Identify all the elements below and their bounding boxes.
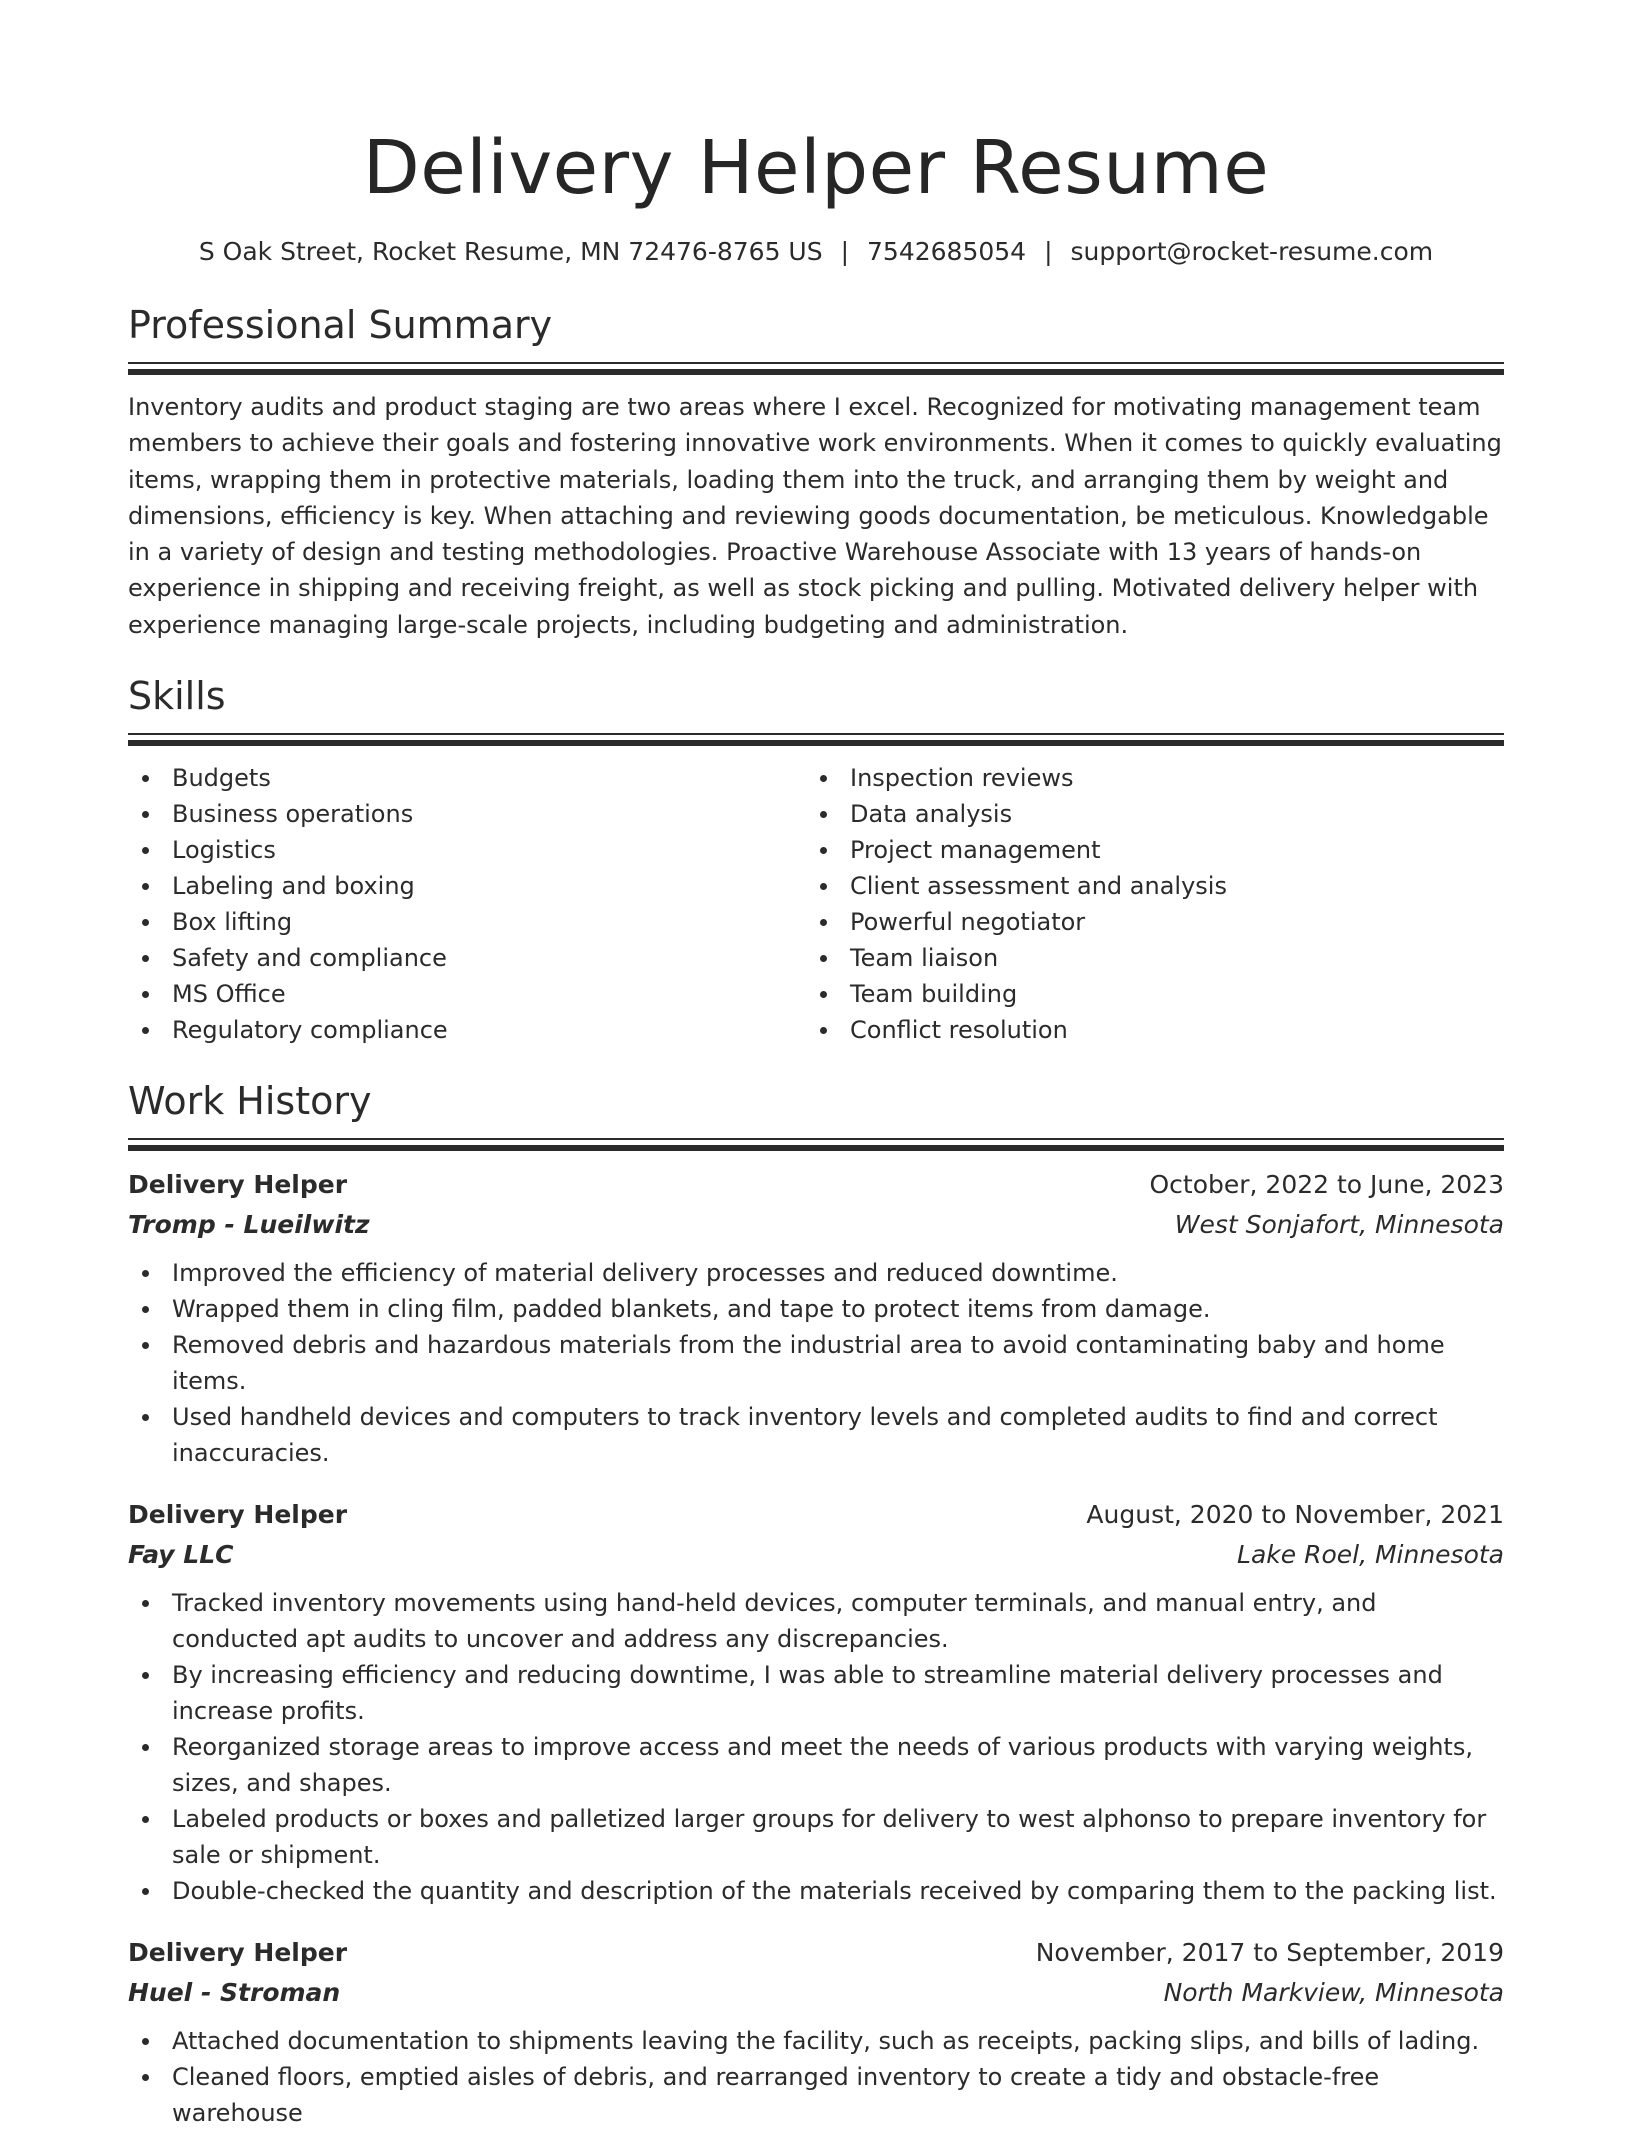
skill-item: Safety and compliance (128, 940, 806, 976)
job-company-row (128, 1973, 1504, 2013)
job-bullet: Wrapped them in cling film, padded blankets, and tape to protect items from damage. (128, 1291, 1504, 1327)
contact-separator: | (1044, 237, 1053, 266)
address: S Oak Street, Rocket Resume, MN 72476-8765 US (198, 237, 823, 266)
skill-item: Conflict resolution (806, 1012, 1484, 1048)
skill-item: Box lifting (128, 904, 806, 940)
job-company-row (128, 1205, 1504, 1245)
job-location: North Markview, Minnesota (1163, 1978, 1504, 2008)
resume-page (128, 0, 1504, 2131)
job-bullets (128, 1255, 1504, 1471)
skill-item: Labeling and boxing (128, 868, 806, 904)
job-location: Lake Roel, Minnesota (1237, 1540, 1504, 1570)
job-bullet: Attached documentation to shipments leaving the facility, such as receipts, packing slips, and bills of lading. (128, 2023, 1504, 2059)
job-dates: August, 2020 to November, 2021 (1086, 1500, 1504, 1530)
job-header-row (128, 1495, 1504, 1535)
skill-item: Regulatory compliance (128, 1012, 806, 1048)
job-dates: November, 2017 to September, 2019 (1035, 1938, 1504, 1968)
job-bullet: Tracked inventory movements using hand-held devices, computer terminals, and manual entry, and conducted apt audits to uncover and address any discrepancies. (128, 1585, 1504, 1657)
job-bullet: Labeled products or boxes and palletized larger groups for delivery to west alphonso to prepare inventory for sale or shipment. (128, 1801, 1504, 1873)
skills-section (128, 671, 1504, 1048)
resume-title: Delivery Helper Resume (362, 125, 1270, 211)
section-rule-thick (128, 369, 1504, 375)
email: support@rocket-resume.com (1070, 237, 1434, 266)
skill-item: Business operations (128, 796, 806, 832)
skill-item: Inspection reviews (806, 760, 1484, 796)
job-dates: October, 2022 to June, 2023 (1149, 1170, 1504, 1200)
summary-section (128, 300, 1504, 643)
job-header-row (128, 1165, 1504, 1205)
skill-item: Logistics (128, 832, 806, 868)
work-section (128, 1076, 1504, 2131)
section-title-summary: Professional Summary (128, 303, 553, 347)
skill-item: Team building (806, 976, 1484, 1012)
job-bullet: Double-checked the quantity and description of the materials received by comparing them to the packing list. (128, 1873, 1504, 1909)
section-rule (128, 1138, 1504, 1140)
phone: 7542685054 (867, 237, 1027, 266)
job-bullet: Improved the efficiency of material delivery processes and reduced downtime. (128, 1255, 1504, 1291)
job-bullets (128, 2023, 1504, 2131)
job-bullets (128, 1585, 1504, 1909)
job-entry (128, 1933, 1504, 2131)
job-entry (128, 1165, 1504, 1471)
skill-item: Team liaison (806, 940, 1484, 976)
job-company: Tromp - Lueilwitz (128, 1210, 370, 1240)
job-company: Fay LLC (128, 1540, 234, 1570)
job-bullet: Cleaned floors, emptied aisles of debris, and rearranged inventory to create a tidy and obstacle-free warehouse (128, 2059, 1504, 2131)
job-title: Delivery Helper (128, 1938, 348, 1968)
skill-item: Budgets (128, 760, 806, 796)
skill-item: Client assessment and analysis (806, 868, 1484, 904)
job-bullet: Reorganized storage areas to improve access and meet the needs of various products with varying weights, sizes, and shapes. (128, 1729, 1504, 1801)
job-title: Delivery Helper (128, 1500, 348, 1530)
section-rule (128, 362, 1504, 364)
job-company-row (128, 1535, 1504, 1575)
section-title-skills: Skills (128, 674, 226, 719)
job-bullet: By increasing efficiency and reducing downtime, I was able to streamline material delivery processes and increase profits. (128, 1657, 1504, 1729)
job-bullet: Removed debris and hazardous materials from the industrial area to avoid contaminating baby and home items. (128, 1327, 1504, 1399)
skills-columns (128, 760, 1504, 1048)
skill-item: MS Office (128, 976, 806, 1012)
contact-separator: | (840, 237, 850, 266)
section-rule-thick (128, 740, 1504, 746)
contact-line (128, 234, 1504, 270)
job-title: Delivery Helper (128, 1170, 348, 1200)
section-rule (128, 733, 1504, 735)
job-bullet: Used handheld devices and computers to track inventory levels and completed audits to find and correct inaccuracies. (128, 1399, 1504, 1471)
job-company: Huel - Stroman (128, 1978, 341, 2008)
skills-list-left (128, 760, 806, 1048)
job-header-row (128, 1933, 1504, 1973)
summary-text: Inventory audits and product staging are two areas where I excel. Recognized for motivating management team members to achieve their goals and fostering innovative work environments. When it comes to quickly evaluating items, wrapping them in protective materials, loading them into the truck, and arranging them by weight and dimensions, efficiency is key. When attaching and reviewing goods documentation, be meticulous. Knowledgable in a variety of design and testing methodologies. Proactive Warehouse Associate with 13 years of hands-on experience in shipping and receiving freight, as well as stock picking and pulling. Motivated delivery helper with experience managing large-scale projects, including budgeting and administration. (128, 393, 1502, 639)
job-location: West Sonjafort, Minnesota (1174, 1210, 1504, 1240)
section-rule-thick (128, 1145, 1504, 1151)
skill-item: Project management (806, 832, 1484, 868)
skill-item: Powerful negotiator (806, 904, 1484, 940)
section-title-work: Work History (128, 1079, 372, 1124)
skill-item: Data analysis (806, 796, 1484, 832)
job-entry (128, 1495, 1504, 1909)
skills-list-right (806, 760, 1484, 1048)
